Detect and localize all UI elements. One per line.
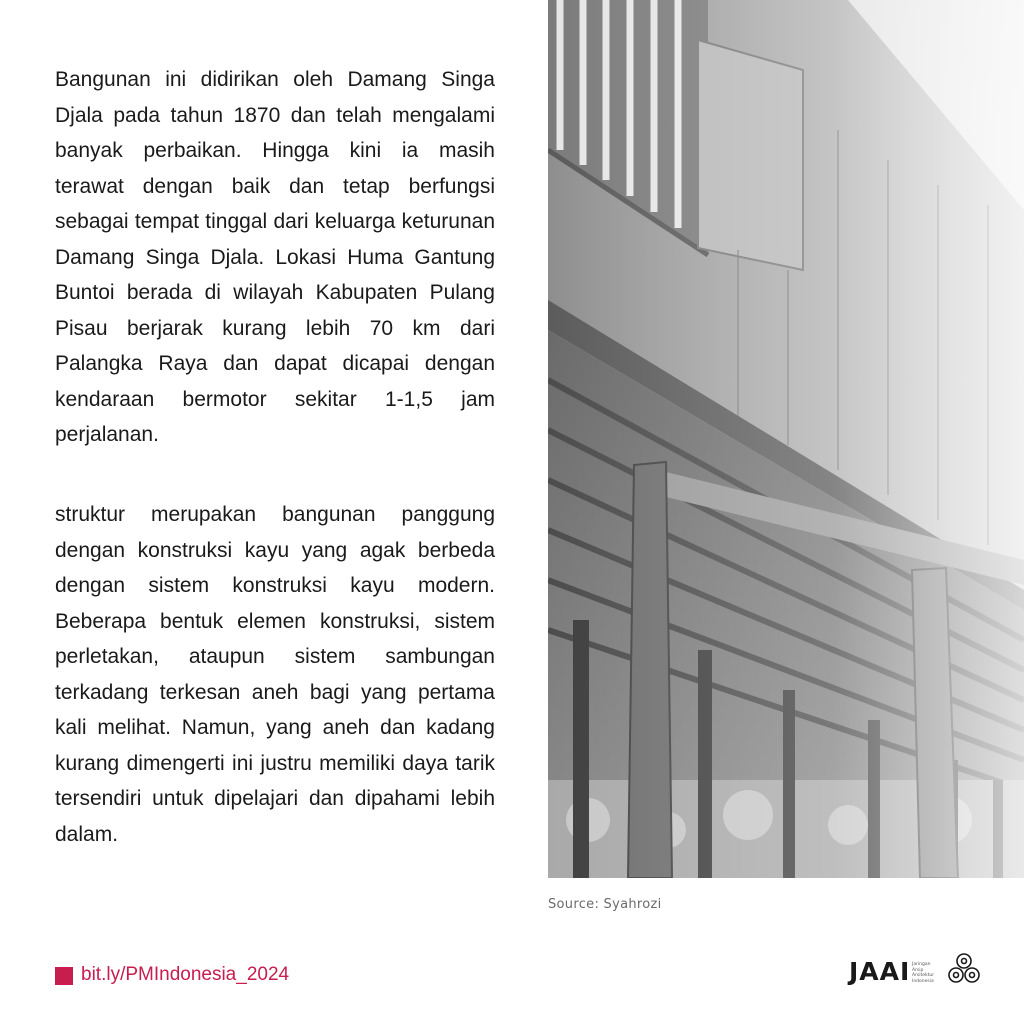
paragraph-structure: struktur merupakan bangunan panggung dengan konstruksi kayu yang agak berbeda dengan sistem konstruksi kayu modern. Beberapa bentuk elemen konstruksi, sistem perletakan, ataupun sistem sambungan terkadang terkesan aneh bagi yang pertama kali melihat. Namun, yang aneh dan kadang kurang dimengerti ini justru memiliki daya tarik tersendiri untuk dipelajari dan dipahami lebih dalam.	[55, 503, 495, 846]
jaai-logo-text: JAAI	[849, 957, 911, 986]
paragraph-history: Bangunan ini didirikan oleh Damang Singa Djala pada tahun 1870 dan telah mengalami banyak perbaikan. Hingga kini ia masih terawat dengan baik dan tetap berfungsi sebagai tempat tinggal dari keluarga keturunan Damang Singa Djala. Lokasi Huma Gantung Buntoi berada di wilayah Kabupaten Pulang Pisau berjarak kurang lebih 70 km dari Palangka Raya dan dapat dicapai dengan kendaraan bermotor sekitar 1-1,5 jam perjalanan.	[55, 68, 495, 446]
campaign-link[interactable]: bit.ly/PMIndonesia_2024	[81, 964, 290, 985]
jaai-logo-subtext: Jaringan Arsip Arsitektur Indonesia	[912, 962, 935, 984]
house-photo	[548, 0, 1024, 878]
jaai-logo-mark-icon	[945, 950, 983, 988]
photo-source-caption: Source: Syahrozi	[548, 897, 662, 912]
link-marker	[55, 967, 73, 985]
